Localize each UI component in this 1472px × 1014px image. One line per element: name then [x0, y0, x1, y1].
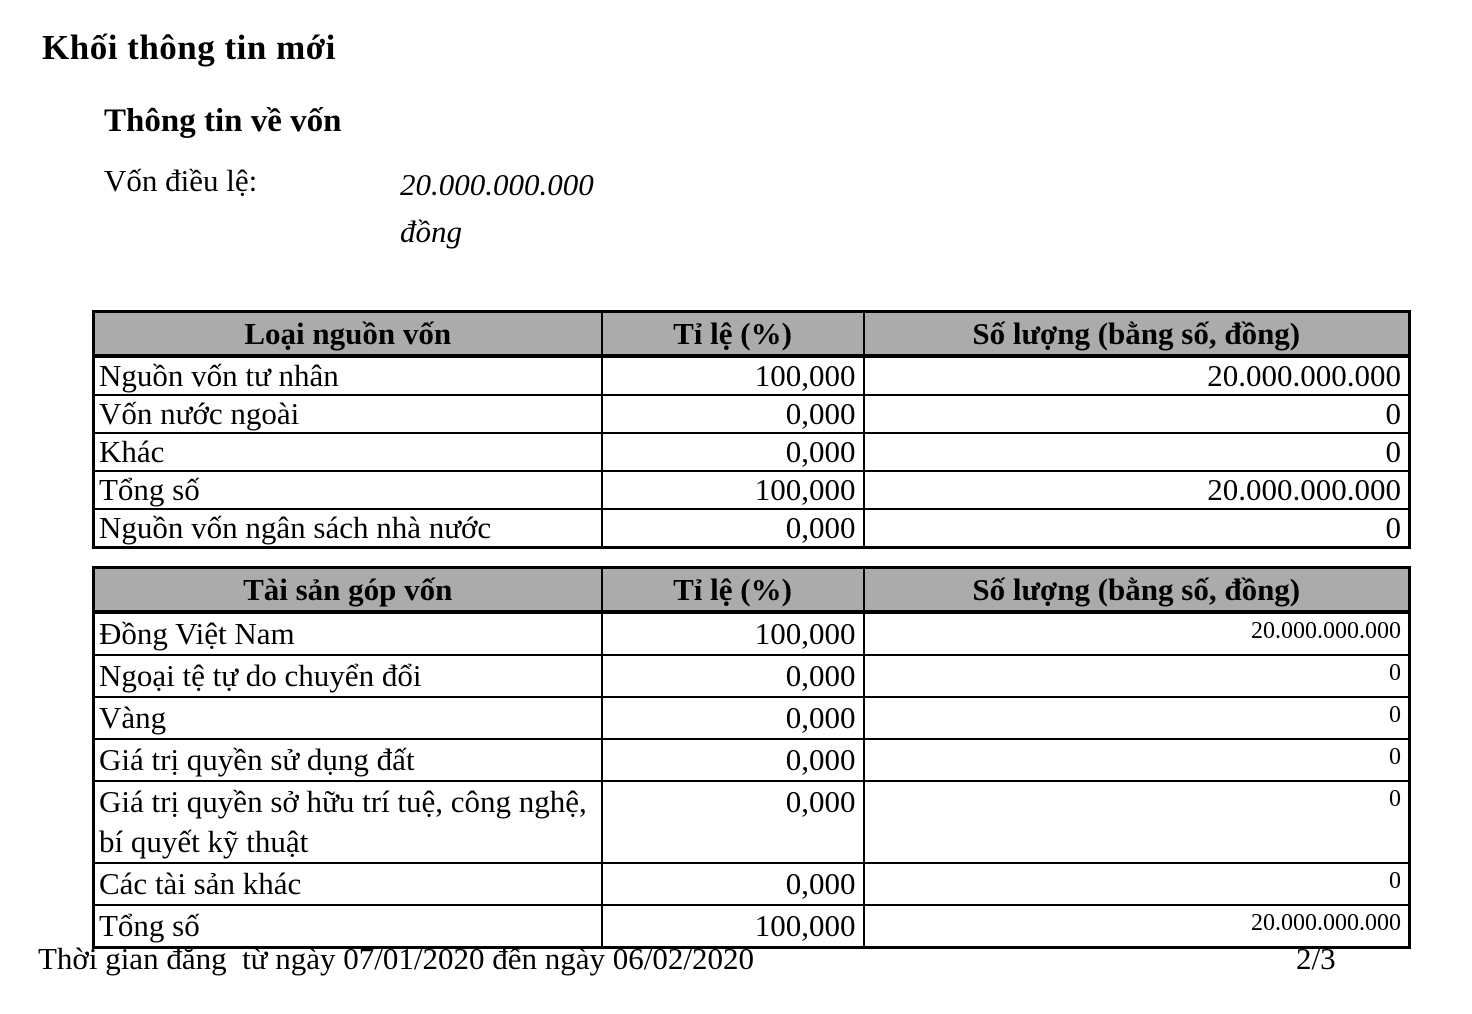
page-number: 2/3 [1296, 941, 1336, 976]
section-title: Thông tin về vốn [104, 103, 342, 139]
cell-rate: 0,000 [602, 433, 864, 471]
cell-label: Vốn nước ngoài [94, 395, 602, 433]
cell-amount: 20.000.000.000 [864, 612, 1410, 655]
cell-label: Vàng [94, 697, 602, 739]
cell-label: Tổng số [94, 471, 602, 509]
cell-rate: 100,000 [602, 356, 864, 395]
charter-capital-label: Vốn điều lệ: [104, 163, 258, 198]
table-row [94, 356, 1410, 395]
cell-label: Giá trị quyền sử dụng đất [94, 739, 602, 781]
table-row [94, 395, 1410, 433]
table-row [94, 612, 1410, 655]
cell-rate: 0,000 [602, 509, 864, 548]
cell-amount: 20.000.000.000 [864, 905, 1410, 948]
cell-amount: 0 [864, 433, 1410, 471]
cell-amount: 0 [864, 781, 1410, 863]
header-cell: Số lượng (bằng số, đồng) [864, 312, 1410, 357]
cell-label: Nguồn vốn ngân sách nhà nước [94, 509, 602, 548]
header-cell: Tỉ lệ (%) [602, 312, 864, 357]
cell-label: Ngoại tệ tự do chuyển đổi [94, 655, 602, 697]
footer-publication-period: Thời gian đăng từ ngày 07/01/2020 đến ngày 06/02/2020 [38, 941, 754, 976]
table-header-row [94, 312, 1410, 357]
cell-rate: 0,000 [602, 781, 864, 863]
charter-capital-unit: đồng [400, 214, 462, 249]
cell-label: Giá trị quyền sở hữu trí tuệ, công nghệ, bí quyết kỹ thuật [94, 781, 602, 863]
cell-rate: 0,000 [602, 863, 864, 905]
charter-capital-amount: 20.000.000.000 [400, 167, 594, 202]
table-row [94, 433, 1410, 471]
cell-rate: 100,000 [602, 905, 864, 948]
cell-amount: 0 [864, 697, 1410, 739]
asset-table [92, 566, 1411, 949]
cell-rate: 100,000 [602, 471, 864, 509]
cell-label: Đồng Việt Nam [94, 612, 602, 655]
cell-amount: 20.000.000.000 [864, 471, 1410, 509]
table-row [94, 781, 1410, 863]
table-header-row [94, 568, 1410, 613]
header-cell: Số lượng (bằng số, đồng) [864, 568, 1410, 613]
cell-amount: 0 [864, 509, 1410, 548]
header-cell: Tỉ lệ (%) [602, 568, 864, 613]
charter-capital-value [400, 161, 594, 255]
header-cell: Tài sản góp vốn [94, 568, 602, 613]
cell-amount: 0 [864, 655, 1410, 697]
cell-rate: 0,000 [602, 655, 864, 697]
header-cell: Loại nguồn vốn [94, 312, 602, 357]
cell-label: Tổng số [94, 905, 602, 948]
table-row [94, 655, 1410, 697]
cell-amount: 20.000.000.000 [864, 356, 1410, 395]
cell-amount: 0 [864, 739, 1410, 781]
cell-label: Nguồn vốn tư nhân [94, 356, 602, 395]
cell-rate: 0,000 [602, 395, 864, 433]
table-row [94, 509, 1410, 548]
cell-rate: 0,000 [602, 739, 864, 781]
cell-amount: 0 [864, 863, 1410, 905]
cell-label: Khác [94, 433, 602, 471]
cell-rate: 0,000 [602, 697, 864, 739]
table-row [94, 739, 1410, 781]
cell-label: Các tài sản khác [94, 863, 602, 905]
capital-source-table [92, 310, 1411, 549]
table-row [94, 471, 1410, 509]
table-row [94, 863, 1410, 905]
page-title: Khối thông tin mới [42, 28, 336, 67]
table-row [94, 697, 1410, 739]
cell-rate: 100,000 [602, 612, 864, 655]
cell-amount: 0 [864, 395, 1410, 433]
